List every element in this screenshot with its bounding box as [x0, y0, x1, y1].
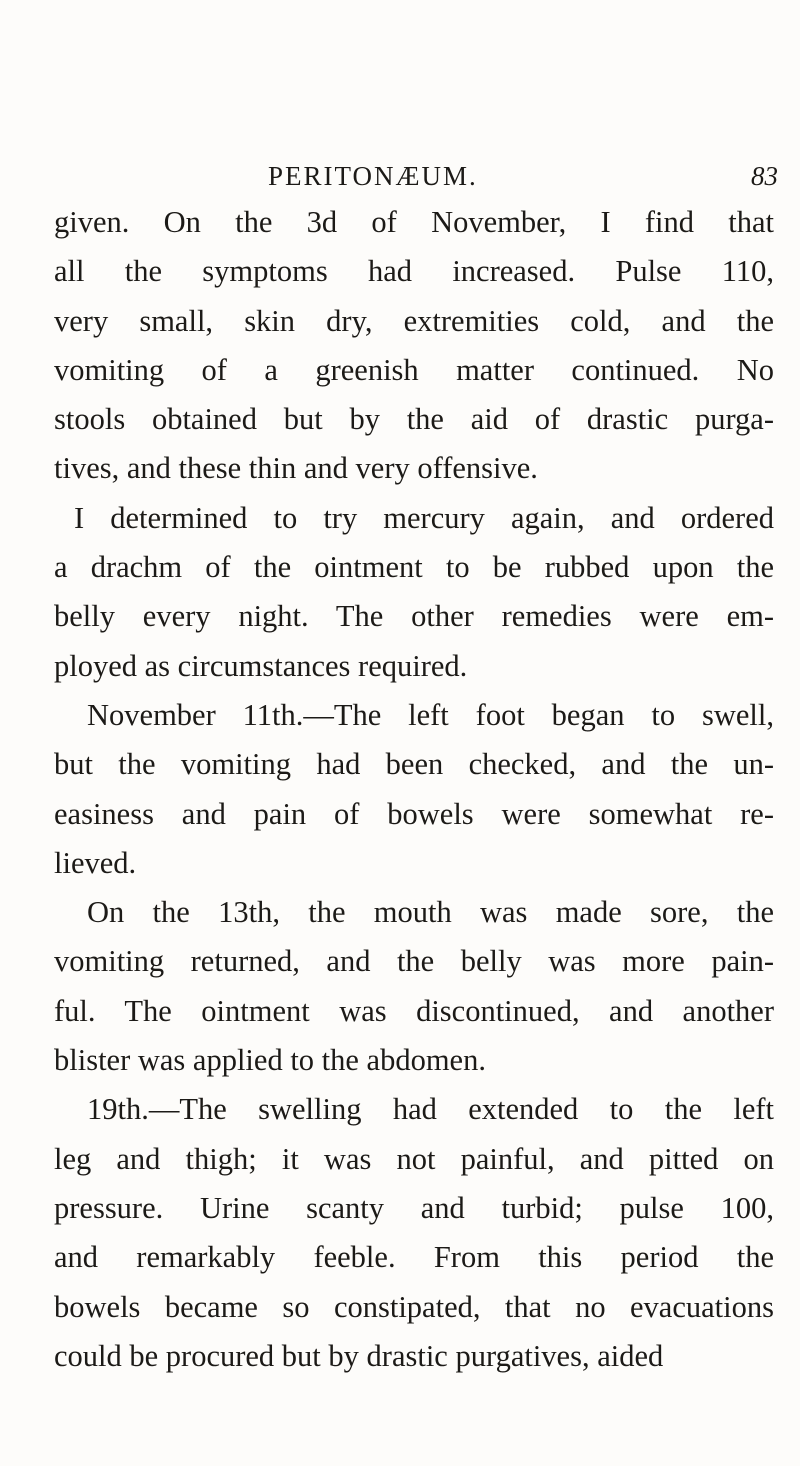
- text-line: but the vomiting had been checked, and the un-: [54, 747, 774, 782]
- text-line: pressure. Urine scanty and turbid; pulse 100,: [54, 1190, 774, 1225]
- text-line: and remarkably feeble. From this period the: [54, 1240, 774, 1275]
- text-line: November 11th.—The left foot began to swell,: [87, 697, 774, 732]
- text-line: easiness and pain of bowels were somewhat re-: [54, 796, 774, 831]
- running-title: PERITONÆUM.: [268, 161, 478, 191]
- text-line: bowels became so constipated, that no evacuations: [54, 1289, 774, 1324]
- text-line: 19th.—The swelling had extended to the left: [87, 1092, 774, 1127]
- page-number: 83: [751, 161, 778, 191]
- text-line: ployed as circumstances required.: [54, 648, 468, 683]
- text-line: I determined to try mercury again, and ordered: [74, 500, 774, 535]
- text-line: blister was applied to the abdomen.: [54, 1043, 486, 1078]
- text-line: given. On the 3d of November, I find that: [54, 205, 774, 239]
- text-line: ful. The ointment was discontinued, and another: [54, 993, 774, 1028]
- text-line: leg and thigh; it was not painful, and pitted on: [54, 1141, 774, 1176]
- text-line: lieved.: [54, 845, 137, 880]
- text-line: stools obtained but by the aid of drastic purga-: [54, 402, 774, 437]
- text-line: On the 13th, the mouth was made sore, the: [87, 895, 774, 930]
- text-line: could be procured but by drastic purgatives, aided: [54, 1338, 664, 1373]
- text-line: vomiting of a greenish matter continued. No: [54, 352, 774, 387]
- text-line: tives, and these thin and very offensive.: [54, 451, 538, 486]
- text-line: belly every night. The other remedies were em-: [54, 599, 774, 634]
- running-head: [0, 158, 800, 194]
- text-line: all the symptoms had increased. Pulse 110,: [54, 254, 774, 289]
- body-text: [54, 198, 774, 1381]
- text-line: a drachm of the ointment to be rubbed upon the: [54, 550, 774, 585]
- text-line: vomiting returned, and the belly was more pain-: [54, 944, 774, 979]
- text-line: very small, skin dry, extremities cold, and the: [54, 303, 774, 338]
